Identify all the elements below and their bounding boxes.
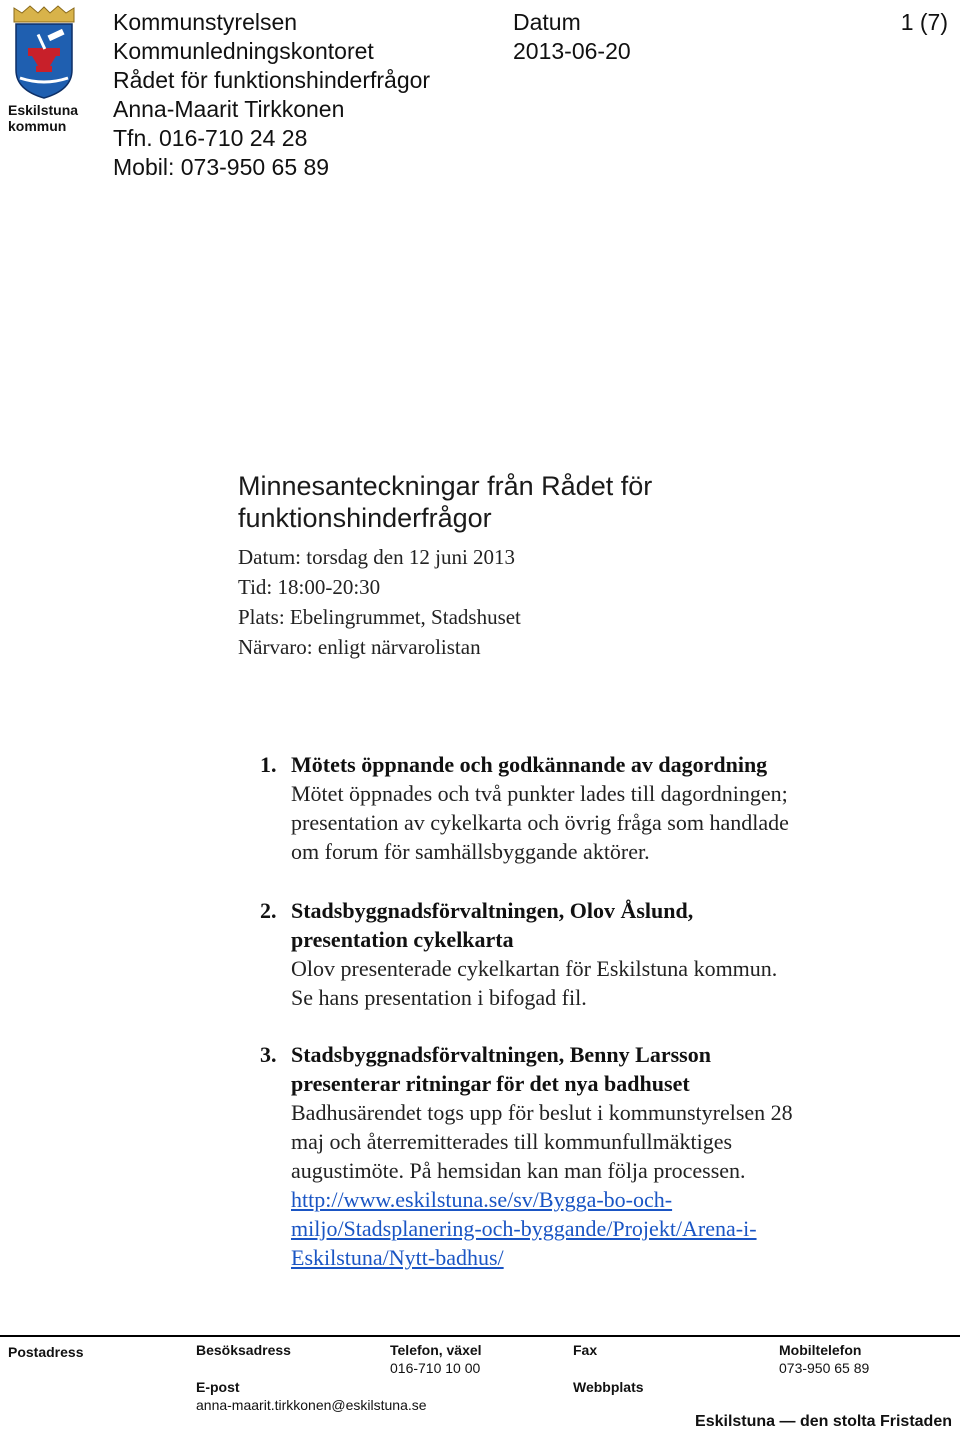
item-number: 3. (260, 1042, 277, 1067)
besoksadress-label: Besöksadress (196, 1342, 291, 1358)
date-value: 2013-06-20 (513, 38, 631, 64)
postadress-label: Postadress (8, 1344, 84, 1360)
item-heading: Stadsbyggnadsförvaltningen, Benny Larsson (291, 1042, 711, 1067)
item-body-line: augustimöte. På hemsidan kan man följa processen. (291, 1158, 746, 1183)
date-block (513, 8, 631, 66)
mobil-value: 073-950 65 89 (779, 1360, 870, 1376)
slogan: Eskilstuna — den stolta Fristaden (695, 1413, 952, 1430)
badhus-link[interactable]: Eskilstuna/Nytt-badhus/ (291, 1245, 504, 1270)
title-line: Minnesanteckningar från Rådet för (238, 471, 653, 501)
item-heading: Stadsbyggnadsförvaltningen, Olov Åslund, (291, 898, 694, 923)
sender-block (113, 8, 430, 182)
badhus-link[interactable]: miljo/Stadsplanering-och-byggande/Projekt/Arena-i- (291, 1216, 757, 1241)
webbplats-label: Webbplats (573, 1379, 644, 1395)
item-number: 1. (260, 752, 277, 777)
item-body-line: maj och återremitterades till kommunfullmäktiges (291, 1129, 733, 1154)
telefon-value: 016-710 10 00 (390, 1360, 481, 1376)
sender-line: Mobil: 073-950 65 89 (113, 154, 330, 180)
date-label: Datum (513, 9, 581, 35)
footer-divider (0, 1335, 960, 1337)
meeting-place: Plats: Ebelingrummet, Stadshuset (238, 605, 521, 629)
sender-line: Rådet för funktionshinderfrågor (113, 67, 431, 93)
item-heading: presentation cykelkarta (291, 927, 514, 952)
municipality-logo (6, 4, 82, 136)
sender-line: Anna-Maarit Tirkkonen (113, 96, 345, 122)
sender-line: Kommunstyrelsen (113, 9, 298, 35)
fax-label: Fax (573, 1342, 598, 1358)
epost-label: E-post (196, 1379, 240, 1395)
item-body-line: Se hans presentation i bifogad fil. (291, 985, 587, 1010)
logo-text-line2: kommun (8, 118, 67, 134)
agenda-item (260, 750, 900, 866)
mobil-label: Mobiltelefon (779, 1342, 862, 1358)
document-title (238, 470, 652, 534)
title-line: funktionshinderfrågor (238, 503, 492, 533)
epost-value[interactable]: anna-maarit.tirkkonen@eskilstuna.se (196, 1397, 427, 1413)
item-body-line: presentation av cykelkarta och övrig fråga som handlade (291, 810, 789, 835)
logo-text-line1: Eskilstuna (8, 102, 79, 118)
sender-line: Tfn. 016-710 24 28 (113, 125, 308, 151)
meeting-time: Tid: 18:00-20:30 (238, 575, 381, 599)
item-body-line: Mötet öppnades och två punkter lades till dagordningen; (291, 781, 788, 806)
page-number: 1 (7) (900, 9, 948, 35)
sender-line: Kommunledningskontoret (113, 38, 374, 64)
meeting-attendance: Närvaro: enligt närvarolistan (238, 635, 481, 659)
item-body-line: Badhusärendet togs upp för beslut i kommunstyrelsen 28 (291, 1100, 793, 1125)
agenda-item (260, 896, 900, 1012)
meeting-date: Datum: torsdag den 12 juni 2013 (238, 545, 516, 569)
agenda-item (260, 1040, 900, 1272)
item-heading: presenterar ritningar för det nya badhuset (291, 1071, 690, 1096)
item-number: 2. (260, 898, 277, 923)
item-body-line: Olov presenterade cykelkartan för Eskilstuna kommun. (291, 956, 778, 981)
badhus-link[interactable]: http://www.eskilstuna.se/sv/Bygga-bo-och- (291, 1187, 673, 1212)
item-body-line: om forum för samhällsbyggande aktörer. (291, 839, 650, 864)
item-heading: Mötets öppnande och godkännande av dagordning (291, 752, 768, 777)
telefon-label: Telefon, växel (390, 1342, 482, 1358)
meeting-details (238, 542, 521, 662)
